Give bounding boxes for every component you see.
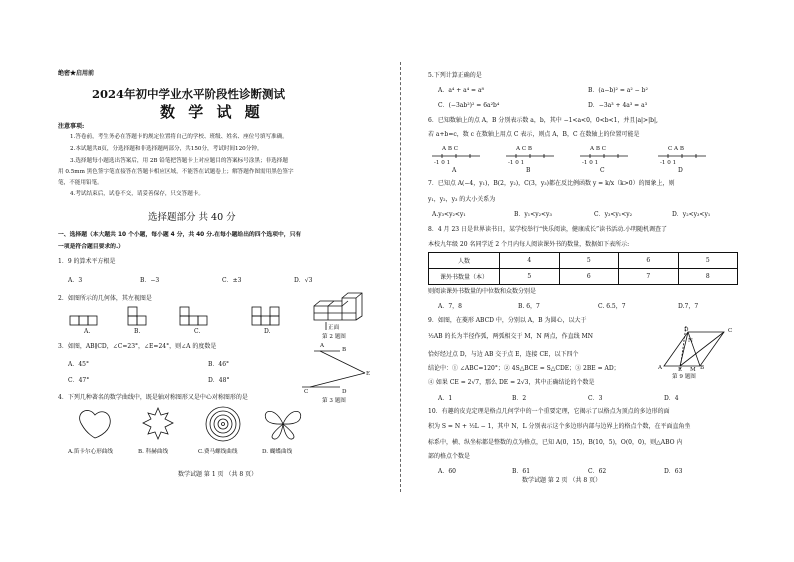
q10-option-a: A．60 (438, 468, 456, 475)
q6-axis-points: A B C (590, 146, 606, 152)
q1-option-b: B．−3 (140, 277, 160, 284)
q9-point-a: A (658, 365, 663, 371)
q2-front-label: 正面 (328, 325, 340, 331)
q10-line: 标系中，横、纵坐标都是整数的点为格点，已知 A(0，15)，B(10，5)，O(0，0)，则△ABO 内 (428, 439, 683, 446)
page-footer: 数学试题 第 2 页 （共 8 页） (522, 477, 602, 484)
q7-option-b: B．y₁<y₂<y₃ (514, 211, 552, 218)
table-row (429, 253, 738, 269)
q6-option-a: A (452, 167, 457, 174)
section-title: 选择题部分 共 40 分 (148, 212, 236, 223)
q10-line: 部的格点个数是 (428, 453, 471, 460)
q6-axis-points: C A B (668, 146, 684, 152)
q9-line: 恰好经过点 D，与边 AB 交于点 E，连接 CE，以下四个 (428, 351, 579, 358)
q8-data-table (428, 252, 738, 285)
q7-option-d: D．y₂<y₃<y₁ (672, 211, 711, 218)
q3-option-d: D．48° (208, 377, 230, 384)
q3-option-c: C．47° (68, 377, 90, 384)
q9-line: 结论中：① ∠ABC=120°；② 4S△BCE = S△CDE；③ 2BE = AD； (428, 365, 620, 372)
q2-option-c-figure (180, 302, 230, 328)
q3-point-b: B (342, 347, 347, 353)
q7-stem: y₁，y₂，y₃ 的大小关系为 (428, 196, 496, 203)
table-cell: 5 (559, 253, 619, 269)
q5-stem: 5.下列计算正确的是 (428, 72, 482, 79)
q10-option-d: D．63 (664, 468, 683, 475)
q9-line: 9．如图，在菱形 ABCD 中，分别以 A，B 为圆心，以大于 (428, 317, 587, 324)
q9-option-a: A．1 (438, 395, 453, 402)
q7-option-a: A.y₃<y₂<y₁ (432, 211, 466, 218)
q10-line: 10．有趣的皮克定理是格点几何学中的一个重要定理，它揭示了以格点为顶点的多边形的面 (428, 408, 670, 415)
q4-option-a: A.笛卡尔心形曲线 (68, 449, 113, 455)
q7-stem: 7．已知点 A(−4，y₁)，B(2，y₂)，C(3，y₃)都在反比例函数 y = k/x（k>0）的图象上，则 (428, 180, 675, 187)
q9-line: ½AB 的长为半径作弧，两弧相交于 M，N 两点，作直线 MN (428, 333, 593, 340)
table-cell: 7 (619, 269, 679, 285)
q6-option-b: B (526, 167, 531, 174)
notice-line: 1.答卷前，考生务必在答题卡的规定位置将自己的学校、班级、姓名、座位号填写准确。 (70, 134, 288, 140)
q1-option-a: A．3 (68, 277, 83, 284)
q9-point-d: D (684, 327, 689, 333)
table-cell: 6 (619, 253, 679, 269)
q5-option-b: B．(a−b)² = a² − b² (588, 87, 648, 94)
q2-option-a-figure (70, 308, 130, 328)
q7-option-c: C．y₃<y₁<y₂ (594, 211, 633, 218)
q5-option-d: D．−3a³ + 4a³ = a³ (588, 102, 648, 109)
q1-option-c: C．±3 (222, 277, 242, 284)
q9-option-c: C．3 (588, 395, 603, 402)
q3-point-c: C (304, 389, 309, 395)
right-page (402, 0, 794, 562)
butterfly-curve-figure (262, 407, 304, 441)
q3-option-b: B．46° (208, 361, 230, 368)
q2-stem: 2．如图所示的几何体，其左视图是 (58, 295, 152, 302)
q2-option-c: C. (194, 328, 201, 335)
q2-option-a: A. (84, 328, 91, 335)
table-cell: 4 (500, 253, 560, 269)
q6-axis-ticks: -1 0 1 (434, 160, 451, 166)
q9-point-n: N (688, 338, 693, 344)
table-cell: 人数 (429, 253, 500, 269)
q10-option-b: B．61 (512, 468, 531, 475)
table-cell: 6 (559, 269, 619, 285)
q3-point-d: D (342, 389, 347, 395)
table-cell: 5 (678, 253, 738, 269)
q6-option-c: C (600, 167, 605, 174)
notice-line: 4.考试结束后，试卷不交，请妥善保存，只交答题卡。 (70, 191, 204, 197)
q2-option-b-figure (128, 302, 168, 328)
table-row (429, 269, 738, 285)
q8-option-a: A．7，8 (438, 303, 462, 310)
notice-line: 笔，不能用铅笔。 (58, 180, 103, 186)
q3-stem: 3．如图，AB∥CD，∠C=23°，∠E=24°，则∠A 的度数是 (58, 343, 217, 350)
section-intro: 一项是符合题目要求的.） (58, 244, 124, 250)
table-cell: 课外书数量（本） (429, 269, 500, 285)
q9-point-b: B (700, 365, 705, 371)
table-cell: 8 (678, 269, 738, 285)
q9-option-d: D．4 (664, 395, 679, 402)
page-footer: 数学试题 第 1 页 （共 8 页） (178, 471, 258, 478)
q9-point-c: C (728, 328, 733, 334)
q3-figure-label: 第 3 题图 (322, 398, 346, 404)
notice-line: 2.本试题共8页，分选择题和非选择题两部分，共150分，考试时间120分钟。 (70, 146, 263, 152)
q6-stem: 6．已知数轴上的点 A，B 分别表示数 a，b，其中 −1<a<0，0<b<1，并且|a|>|b|, (428, 117, 658, 124)
q8-question: 则阅读课外书数量的中位数和众数分别是 (428, 288, 537, 295)
notice-title: 注意事项: (58, 123, 85, 130)
notice-line: 3.选择题每小题选出答案后，用 2B 铅笔把答题卡上对应题目的答案标号涂黑；非选择题 (70, 158, 288, 164)
q9-figure-label: 第 9 题图 (672, 374, 696, 380)
q8-option-d: D.7，7 (678, 303, 699, 310)
q9-rhombus-figure (658, 326, 738, 370)
q2-option-d-figure (252, 302, 292, 328)
q9-point-e: E (678, 367, 683, 373)
q6-axis-ticks: -1 0 1 (582, 160, 599, 166)
q1-option-d: D．√3 (294, 277, 313, 284)
q4-stem: 4．下列几种著名的数学曲线中，既是轴对称图形又是中心对称图形的是 (58, 394, 248, 401)
q2-option-b: B. (134, 328, 141, 335)
q9-point-m: M (690, 367, 696, 373)
q4-option-c: C.费马螺线曲线 (198, 449, 238, 455)
q3-point-a: A (320, 343, 325, 349)
q8-option-c: C. 6.5，7 (598, 303, 626, 310)
q2-figure-label: 第 2 题图 (322, 334, 346, 340)
secret-label: 绝密★启用前 (58, 70, 95, 77)
q3-point-e: E (366, 371, 371, 377)
page-divider (400, 62, 401, 492)
q6-axis-points: A C B (516, 146, 532, 152)
q3-figure (300, 343, 380, 393)
notice-line: 用 0.5mm 黑色签字笔直接答在答题卡相应区域，不能答在试题卷上；解答题作图需用黑色签字 (58, 169, 294, 175)
q6-axis-ticks: -1 0 1 (508, 160, 525, 166)
q6-axis-points: A B C (442, 146, 458, 152)
q8-stem: 本校九年级 20 名同学近 2 个月内每人阅读课外书的数量，数据如下表所示: (428, 241, 630, 248)
q2-option-d: D. (264, 328, 271, 335)
fermat-spiral-figure (204, 405, 242, 443)
q4-option-d: D. 蝴蝶曲线 (262, 449, 293, 455)
cardioid-curve-figure (78, 407, 112, 441)
q10-option-c: C．62 (588, 468, 607, 475)
table-cell: 5 (500, 269, 560, 285)
q9-line: ④ 如果 CE = 2√7，那么 DE = 2√3，其中正确结论的个数是 (428, 379, 595, 386)
q8-stem: 8．4 月 23 日是世界读书日，某学校举行“快乐阅读，健康成长”读书活动.小明随机调查了 (428, 226, 668, 233)
exam-title: 2024年初中学业水平阶段性诊断测试 (92, 87, 286, 101)
subject-title: 数 学 试 题 (160, 103, 264, 121)
q6-stem: 若 a+b=c，数 c 在数轴上用点 C 表示，则点 A，B，C 在数轴上的位置可能是 (428, 131, 640, 138)
koch-curve-figure (140, 407, 176, 441)
q2-solid-figure (312, 292, 372, 324)
q6-option-d: D (678, 167, 683, 174)
q1-stem: 1．9 的算术平方根是 (58, 258, 116, 265)
q4-option-b: B. 科赫曲线 (138, 449, 169, 455)
q10-line: 积为 S = N + ½L − 1，其中 N，L 分别表示这个多边形内部与边界上的格点个数，在平面直角坐 (428, 423, 691, 430)
q9-option-b: B．2 (512, 395, 527, 402)
section-intro: 一、选择题（本大题共 10 个小题，每小题 4 分，共 40 分.在每小题给出的四个选项中，只有 (58, 232, 302, 238)
q8-option-b: B. 6，7 (518, 303, 540, 310)
q6-axis-ticks: -1 0 1 (660, 160, 677, 166)
q5-option-a: A．a⁴ + a⁴ = a⁸ (438, 87, 484, 94)
q3-option-a: A．45° (68, 361, 89, 368)
q5-option-c: C．(−3ab²)² = 6a²b⁴ (438, 102, 500, 109)
